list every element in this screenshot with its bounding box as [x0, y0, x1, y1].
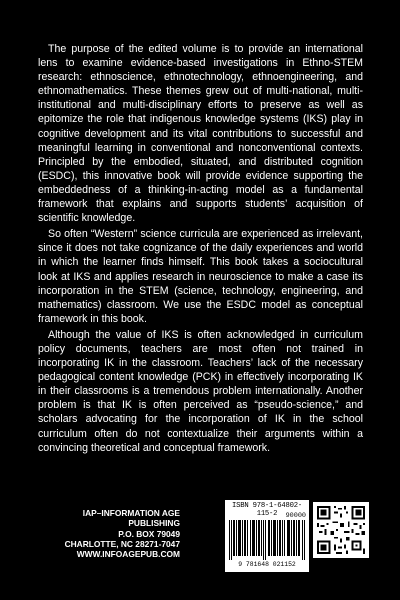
isbn-barcode — [225, 500, 309, 572]
back-cover-description — [38, 42, 363, 457]
publisher-website[interactable]: WWW.INFOAGEPUB.COM — [76, 549, 180, 560]
publisher-info — [50, 508, 180, 559]
isbn-number: ISBN 978-1-64802-115-2 — [232, 502, 302, 518]
barcode-digits: 9 781648 021152 — [238, 561, 296, 568]
barcode-bars — [229, 520, 305, 560]
qr-code[interactable] — [313, 502, 369, 558]
barcode-price-code: 90000 — [285, 512, 306, 520]
description-paragraph-2: So often “Western” science curricula are experienced as irrelevant, since it does not take cognizance of the daily experiences and world in which the learner finds himself. This book takes a sociocultural look at IKS and applies research in neuroscience to make a case its incorporation in the STEM (science, technology, engineering, and mathematics) classroom. We use the ESDC model as conceptual framework in this book. — [38, 228, 363, 325]
description-paragraph-1: The purpose of the edited volume is to provide an international lens to examine evidence-based investigations in Ethno-STEM research: ethnoscience, ethnotechnology, ethnoengineering, and ethnomathematics. These themes grew out of multi-national, multi-institutional and multi-disciplinary efforts to preserve as well as epitomize the role that indigenous knowledge systems (IKS) play in cognitive development and its vital contributions to successful and meaningful learning in conventional and nonconventional contexts. Principled by the embodied, situated, and distributed cognition (ESDC), this innovative book will provide evidence supporting the embeddedness of a thinking-in-acting model as a fundamental framework that explains and supports students’ acquisition of scientific knowledge. — [38, 43, 363, 225]
publisher-name: IAP–INFORMATION AGE PUBLISHING — [82, 508, 180, 529]
description-paragraph-3: Although the value of IKS is often acknowledged in curriculum policy documents, teachers are most often not trained in incorporating IK in the classroom. Teachers’ lack of the necessary pedagogical content knowledge (PCK) in effectively incorporating IK in their classrooms is a tremendous problem internationally. Another problem is that IK is often perceived as “pseudo-science,” and scholars advocating for the incorporation of IK in the school curriculum often do not contextualize their arguments within a convincing theoretical and conceptual framework. — [38, 328, 363, 454]
publisher-po-box: P.O. BOX 79049 — [118, 528, 180, 539]
publisher-city: CHARLOTTE, NC 28271-7047 — [64, 538, 180, 549]
